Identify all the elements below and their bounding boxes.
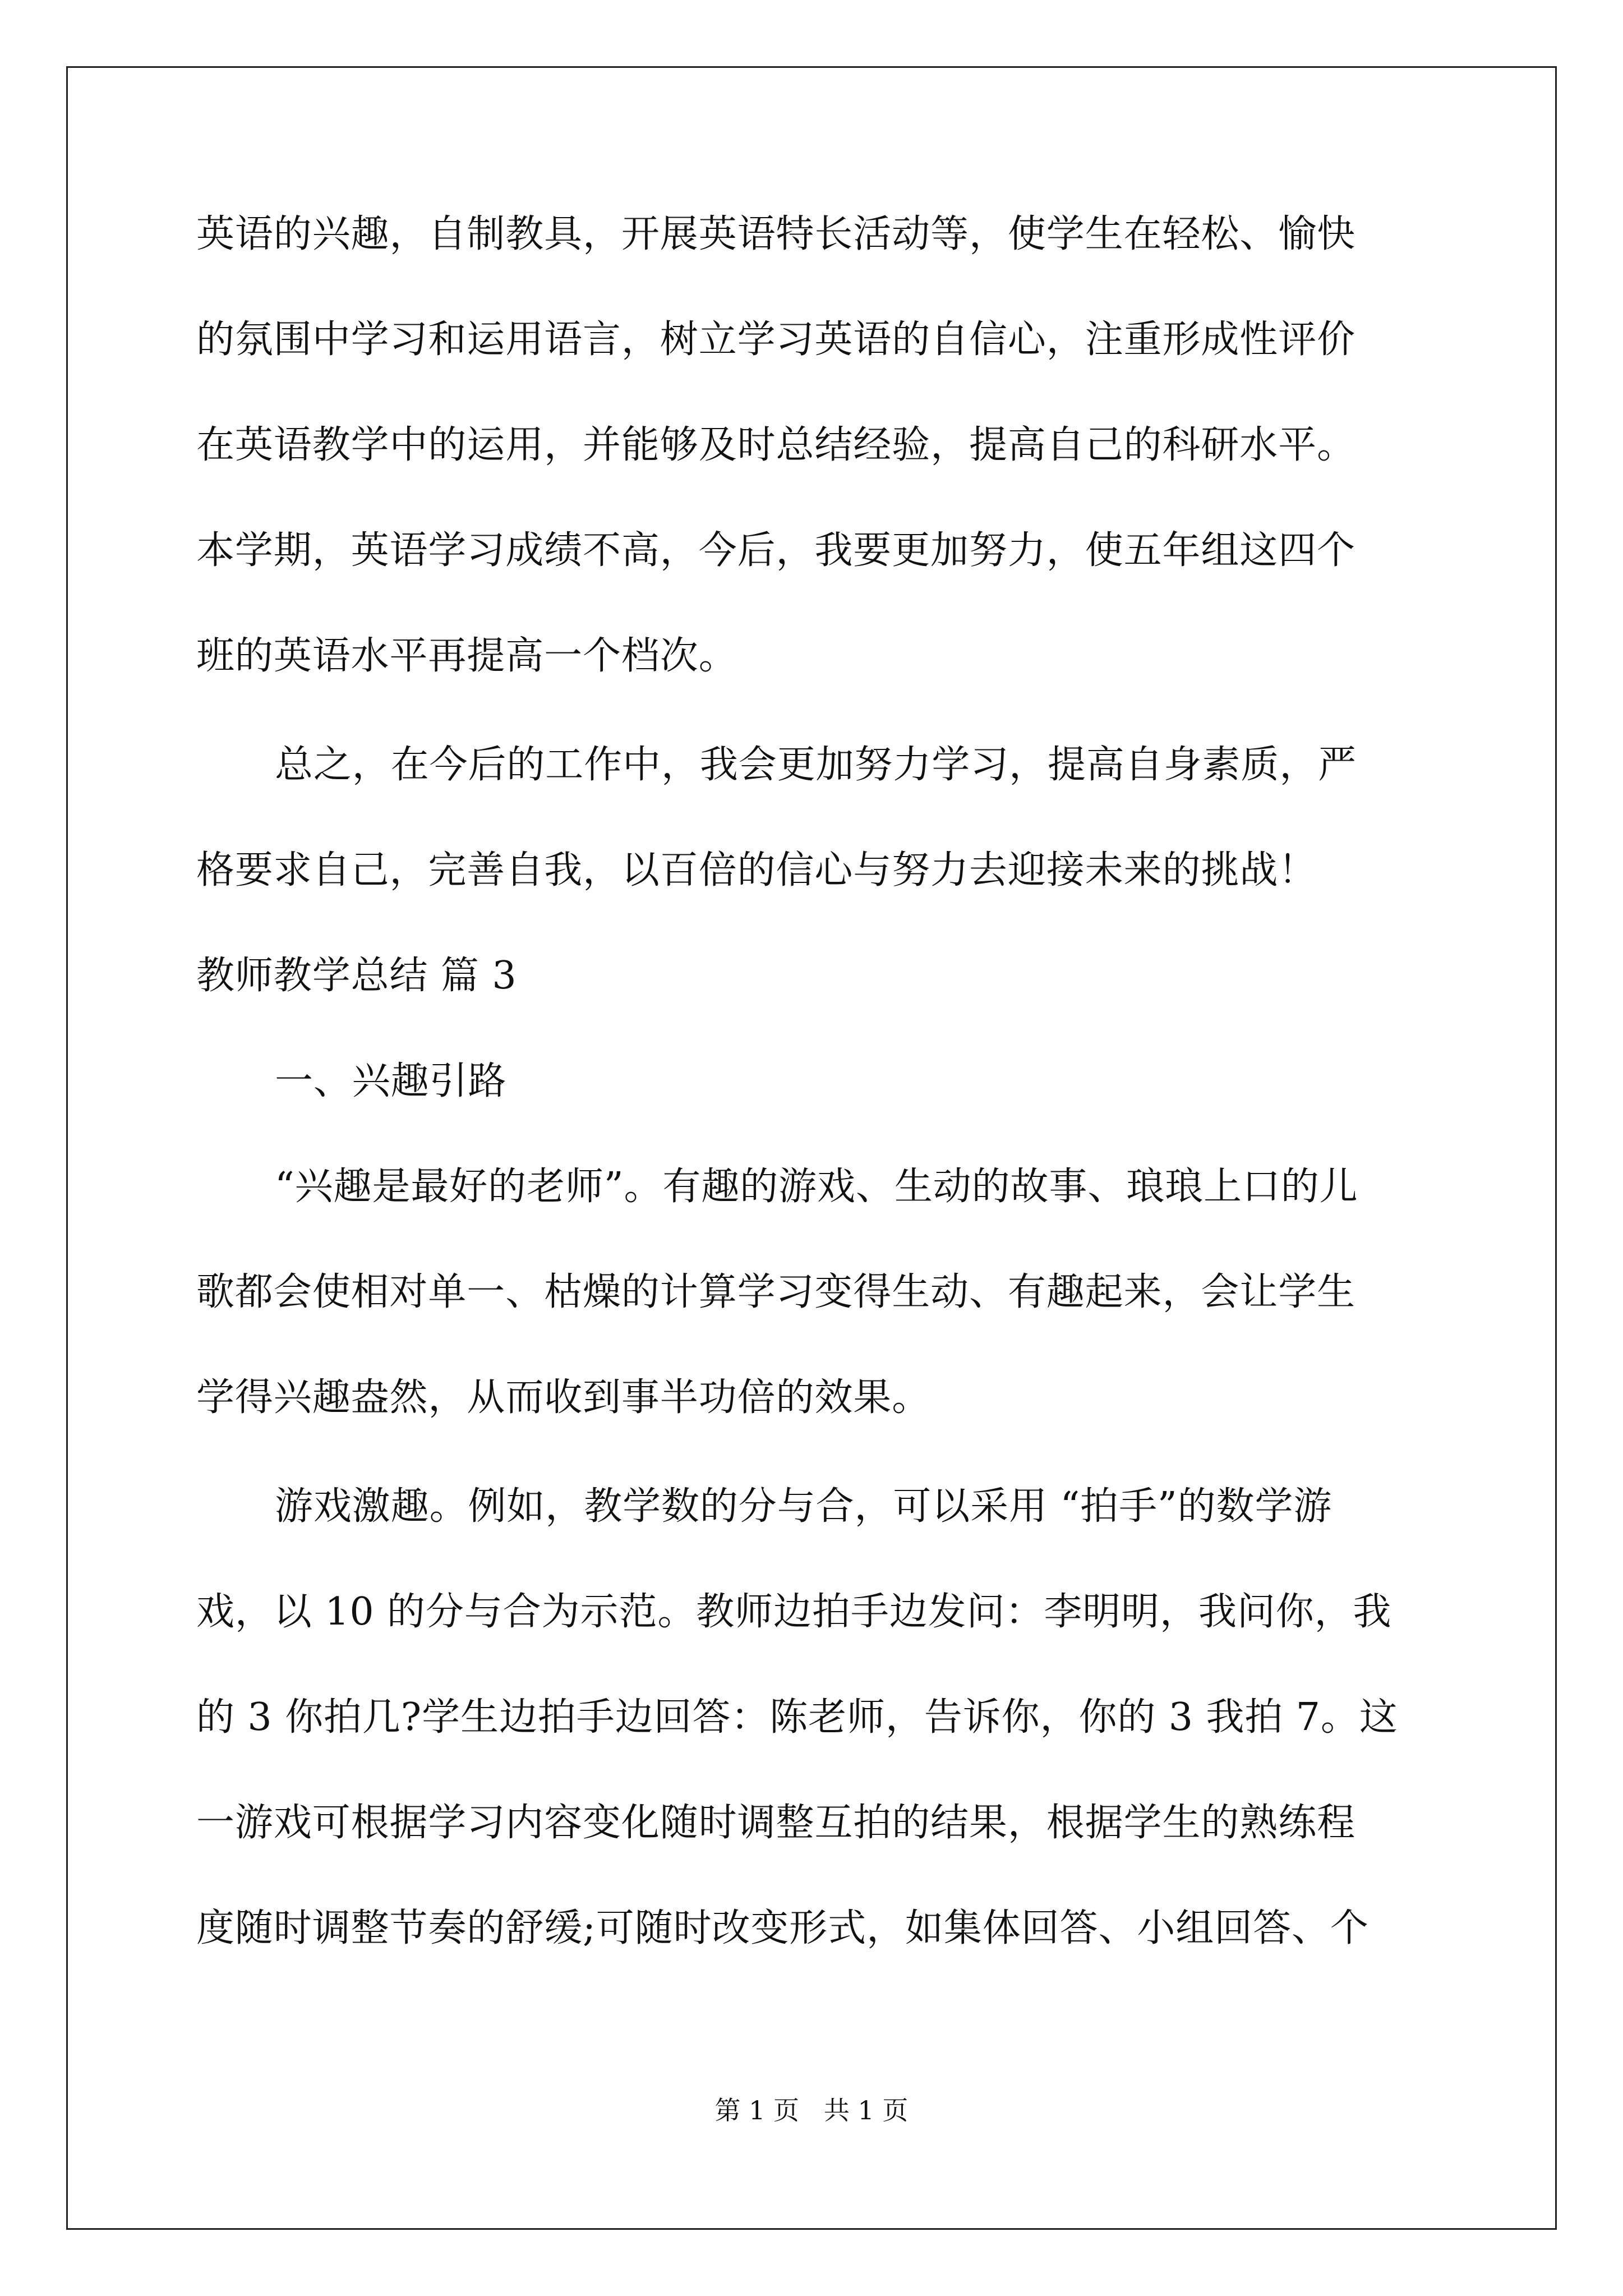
paragraph-line: 格要求自己，完善自我，以百倍的信心与努力去迎接未来的挑战！ xyxy=(196,848,1317,892)
paragraph-line: 班的英语水平再提高一个档次。 xyxy=(196,634,737,678)
paragraph-line: 的氛围中学习和运用语言，树立学习英语的自信心，注重形成性评价 xyxy=(196,318,1356,362)
paragraph-line: 本学期，英语学习成绩不高，今后，我要更加努力，使五年组这四个 xyxy=(196,528,1356,573)
paragraph-line: 戏，以 10 的分与合为示范。教师边拍手边发问：李明明，我问你，我 xyxy=(196,1590,1392,1634)
paragraph-line: 歌都会使相对单一、枯燥的计算学习变得生动、有趣起来，会让学生 xyxy=(196,1270,1356,1314)
paragraph-line: 游戏激趣。例如，教学数的分与合，可以采用 “拍手”的数学游 xyxy=(275,1484,1332,1529)
paragraph-line: 的 3 你拍几?学生边拍手边回答：陈老师，告诉你，你的 3 我拍 7。这 xyxy=(196,1695,1398,1740)
paragraph-line: 度随时调整节奏的舒缓;可随时改变形式，如集体回答、小组回答、个 xyxy=(196,1906,1369,1950)
paragraph-line: 总之，在今后的工作中，我会更加努力学习，提高自身素质，严 xyxy=(275,743,1357,787)
paragraph-line: 学得兴趣盎然，从而收到事半功倍的效果。 xyxy=(196,1375,931,1420)
section-heading: 教师教学总结 篇 3 xyxy=(196,954,517,998)
subsection-heading: 一、兴趣引路 xyxy=(275,1059,507,1103)
document-body xyxy=(196,213,1427,2013)
paragraph-line: “兴趣是最好的老师”。有趣的游戏、生动的故事、琅琅上口的儿 xyxy=(275,1165,1358,1209)
paragraph-line: 英语的兴趣，自制教具，开展英语特长活动等，使学生在轻松、愉快 xyxy=(196,212,1356,256)
page-footer: 第 1 页 共 1 页 xyxy=(714,2095,909,2125)
paragraph-line: 在英语教学中的运用，并能够及时总结经验，提高自己的科研水平。 xyxy=(196,423,1356,467)
paragraph-line: 一游戏可根据学习内容变化随时调整互拍的结果，根据学生的熟练程 xyxy=(196,1801,1356,1845)
